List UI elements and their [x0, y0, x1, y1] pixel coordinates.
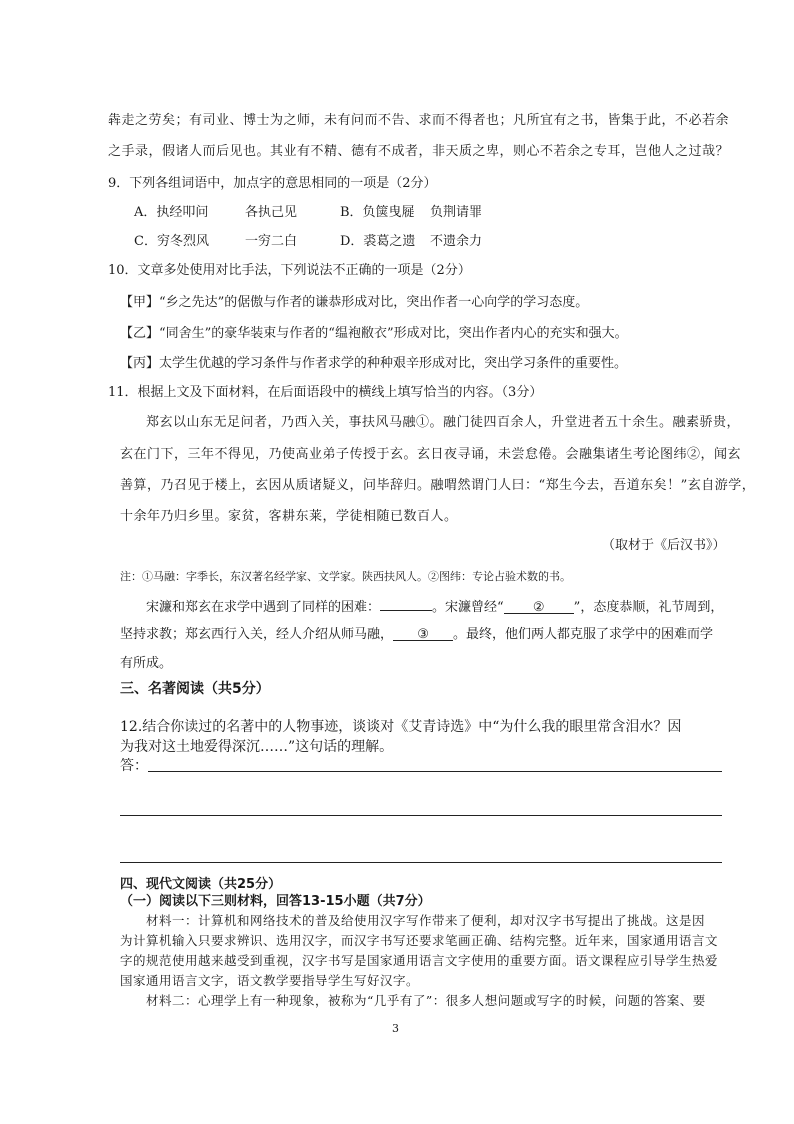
- passage-line-2: 之手录，假诸人而后见也。其业有不精、德有不成者，非天质之卑，则心不若余之专耳，岂他人之过哉？: [108, 144, 730, 159]
- answer-label: 答：: [120, 758, 148, 774]
- blank-2[interactable]: [504, 599, 574, 614]
- option-a-label: A．执经叩问: [134, 205, 209, 220]
- option-d-word: 不遗余力: [430, 234, 483, 249]
- question-12-line-2: 为我对这土地爱得深沉……”这句话的理解。: [120, 739, 394, 755]
- material-1-line-2: 为计算机输入只要求辨识、选用汉字，而汉字书写还要求笔画正确、结构完整。近年来，国家通用语言文: [120, 933, 719, 948]
- option-a-word: 各执己见: [245, 205, 298, 220]
- question-11-stem: 11．根据上文及下面材料，在后面语段中的横线上填写恰当的内容。（3分）: [108, 385, 543, 400]
- section-4-subtitle: （一）阅读以下三则材料，回答13-15小题（共7分）: [120, 894, 431, 909]
- question-9-stem: 9．下列各组词语中，加点字的意思相同的一项是（2分）: [108, 176, 437, 191]
- fill-text-a: 宋濂和郑玄在求学中遇到了同样的困难：: [146, 600, 381, 615]
- blank-3[interactable]: [393, 626, 453, 641]
- material-line-3: 善算，乃召见于楼上，玄因从质诸疑义，问毕辞归。融喟然谓门人曰：“郑生今去，吾道东矣！”玄自游学，: [120, 478, 756, 493]
- material-source: （取材于《后汉书》）: [602, 538, 726, 553]
- question-10-stem: 10．文章多处使用对比手法，下列说法不正确的一项是（2分）: [108, 263, 471, 278]
- answer-line-1[interactable]: [148, 771, 722, 772]
- material-line-2: 玄在门下，三年不得见，乃使高业弟子传授于玄。玄日夜寻诵，未尝怠倦。会融集诸生考论图纬②，闻玄: [120, 447, 742, 462]
- passage-line-1: 犇走之劳矣；有司业、博士为之师，未有问而不告、求而不得者也；凡所宜有之书，皆集于此，不必若余: [108, 113, 730, 128]
- answer-line-2[interactable]: [120, 815, 722, 816]
- fill-text-d: 坚持求教；郑玄西行入关，经人介绍从师马融，: [120, 627, 394, 642]
- fill-line-1: [146, 596, 723, 617]
- option-b-label: B．负箧曳屣: [340, 205, 415, 220]
- material-line-4: 十余年乃归乡里。家贫，客耕东莱，学徒相随已数百人。: [120, 509, 458, 524]
- fill-text-c: ”，态度恭顺，礼节周到，: [573, 600, 724, 615]
- section-4-title: 四、现代文阅读（共25分）: [120, 877, 282, 892]
- blank-2-marker: ②: [532, 600, 545, 615]
- material-1-line-3: 字的规范使用越来越受到重视，汉字书写是国家通用语言文字使用的重要方面。语文课程应引导学生热爱: [120, 953, 719, 968]
- fill-text-b: 。宋濂曾经“: [432, 600, 504, 615]
- fill-line-2: [120, 626, 713, 644]
- blank-3-marker: ③: [417, 627, 429, 642]
- section-3-title: 三、名著阅读（共5分）: [120, 681, 270, 697]
- fill-text-f: 有所成。: [120, 656, 173, 671]
- blank-1[interactable]: [380, 596, 432, 611]
- option-c-label: C．穷冬烈风: [134, 234, 209, 249]
- question-10-yi: 【乙】“同舍生”的豪华装束与作者的“缊袍敝衣”形成对比，突出作者内心的充实和强大。: [120, 326, 628, 341]
- option-d-label: D．裘葛之遗: [340, 234, 416, 249]
- material-line-1: 郑玄以山东无足问者，乃西入关，事扶风马融①。融门徒四百余人，升堂进者五十余生。融素骄贵，: [146, 415, 741, 430]
- answer-line-3[interactable]: [120, 862, 722, 863]
- question-10-jia: 【甲】“乡之先达”的倨傲与作者的谦恭形成对比，突出作者一心向学的学习态度。: [120, 295, 589, 310]
- material-note: 注：①马融：字季长，东汉著名经学家、文学家。陕西扶风人。②图纬：专论占验术数的书。: [120, 570, 571, 583]
- option-b-word: 负荆请罪: [430, 205, 483, 220]
- page-number: 3: [392, 1022, 399, 1035]
- question-12-line-1: 12.结合你读过的名著中的人物事迹，谈谈对《艾青诗选》中“为什么我的眼里常含泪水？因: [120, 719, 682, 735]
- material-2-line-1: 材料二：心理学上有一种现象，被称为“几乎有了”：很多人想问题或写字的时候，问题的答案、要: [146, 993, 706, 1008]
- fill-text-e: 。最终，他们两人都克服了求学中的困难而学: [453, 627, 714, 642]
- option-c-word: 一穷二白: [245, 234, 298, 249]
- material-1-line-1: 材料一：计算机和网络技术的普及给使用汉字写作带来了便利，却对汉字书写提出了挑战。这是因: [146, 913, 706, 928]
- question-10-bing: 【丙】太学生优越的学习条件与作者求学的种种艰辛形成对比，突出学习条件的重要性。: [120, 356, 628, 371]
- material-1-line-4: 国家通用语言文字，语文教学要指导学生写好汉字。: [120, 973, 420, 988]
